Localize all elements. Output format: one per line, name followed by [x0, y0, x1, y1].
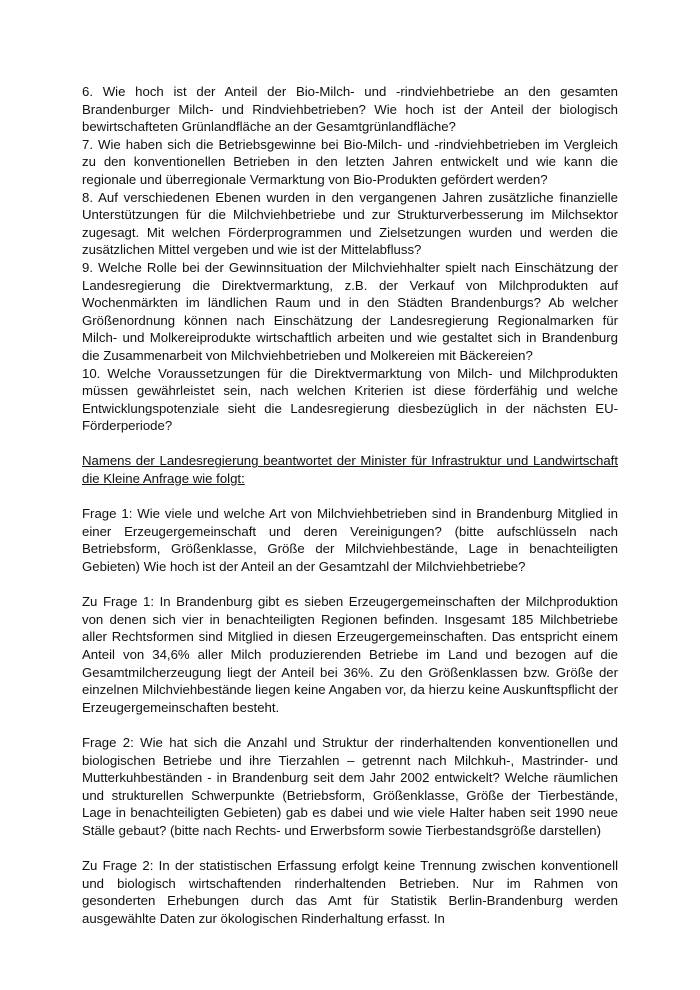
question-8: 8. Auf verschiedenen Ebenen wurden in den vergangenen Jahren zusätzliche finanzielle Unterstützungen für die Milchviehbetriebe und zur Strukturverbesserung im Milchsektor zugesagt. Mit welchen Förderprogrammen und Zielsetzungen wurden und werden die zusätzlichen Mittel vergeben und wie ist der Mittelabfluss?	[82, 189, 618, 258]
spacer	[82, 435, 618, 453]
spacer	[82, 716, 618, 734]
question-6: 6. Wie hoch ist der Anteil der Bio-Milch- und -rindviehbetriebe an den gesamten Brandenburger Milch- und Rindviehbetrieben? Wie hoch ist der Anteil der biologisch bewirtschafteten Grünlandfläche an der Gesamtgrünlandfläche?	[82, 84, 618, 135]
spacer	[82, 488, 618, 506]
spacer	[82, 576, 618, 594]
frage-1: Frage 1: Wie viele und welche Art von Milchviehbetrieben sind in Brandenburg Mitglied in einer Erzeugergemeinschaft und deren Vereinigungen? (bitte aufschlüsseln nach Betriebsform, Größenklasse, Größe der Milchviehbestände, Lage in benachteiligten Gebieten) Wie hoch ist der Anteil an der Gesamtzahl der Milchviehbetriebe?	[82, 506, 618, 575]
antwort-1: Zu Frage 1: In Brandenburg gibt es sieben Erzeugergemeinschaften der Milchproduktion von denen sich vier in benachteiligten Regionen befinden. Insgesamt 185 Milchbetriebe aller Rechtsformen sind Mitglied in diesen Erzeugergemeinschaften. Das entspricht einem Anteil von 34,6% aller Milch produzierenden Betriebe im Land und bezogen auf die Gesamtmilcherzeugung liegt der Anteil bei 36%. Zu den Größenklassen bzw. Größe der einzelnen Milchviehbestände liegen keine Angaben vor, da hierzu keine Auskunftspflicht der Erzeugergemeinschaften besteht.	[82, 594, 618, 715]
spacer	[82, 840, 618, 858]
answer-intro: Namens der Landesregierung beantwortet der Minister für Infrastruktur und Landwirtschaft die Kleine Anfrage wie folgt:	[82, 453, 618, 487]
frage-2: Frage 2: Wie hat sich die Anzahl und Struktur der rinderhaltenden konventionellen und biologischen Betriebe und ihre Tierzahlen – getrennt nach Milchkuh-, Mastrinder- und Mutterkuhbeständen - in Brandenburg seit dem Jahr 2002 entwickelt? Welche räumlichen und strukturellen Schwerpunkte (Betriebsform, Größenklasse, Größe der Tierbestände, Lage in benachteiligten Gebieten) gab es dabei und wie viele Halter haben seit 1990 neue Ställe gebaut? (bitte nach Rechts- und Erwerbsform sowie Tierbestandsgröße darstellen)	[82, 734, 618, 838]
question-7: 7. Wie haben sich die Betriebsgewinne bei Bio-Milch- und -rindviehbetrieben im Vergleich zu den konventionellen Betrieben in den letzten Jahren entwickelt und wie kann die regionale und überregionale Vermarktung von Bio-Produkten gefördert werden?	[82, 136, 618, 187]
question-9: 9. Welche Rolle bei der Gewinnsituation der Milchviehhalter spielt nach Einschätzung der Landesregierung die Direktvermarktung, z.B. der Verkauf von Milchprodukten auf Wochenmärkten im ländlichen Raum und in den Städten Brandenburgs? Ab welcher Größenordnung können nach Einschätzung der Landesregierung Regionalmarken für Milch- und Molkereiprodukte wirtschaftlich arbeiten und wie gestaltet sich in Brandenburg die Zusammenarbeit von Milchviehbetrieben und Molkereien mit Bäckereien?	[82, 259, 618, 363]
antwort-2: Zu Frage 2: In der statistischen Erfassung erfolgt keine Trennung zwischen konventionell und biologisch wirtschaftenden rinderhaltenden Betrieben. Nur im Rahmen von gesonderten Erhebungen durch das Amt für Statistik Berlin-Brandenburg werden ausgewählte Daten zur ökologischen Rinderhaltung erfasst. In	[82, 858, 618, 926]
question-10: 10. Welche Voraussetzungen für die Direktvermarktung von Milch- und Milchprodukten müssen gewährleistet sein, nach welchen Kriterien ist diese förderfähig und welche Entwicklungspotenziale sieht die Landesregierung diesbezüglich in der nächsten EU-Förderperiode?	[82, 365, 618, 434]
